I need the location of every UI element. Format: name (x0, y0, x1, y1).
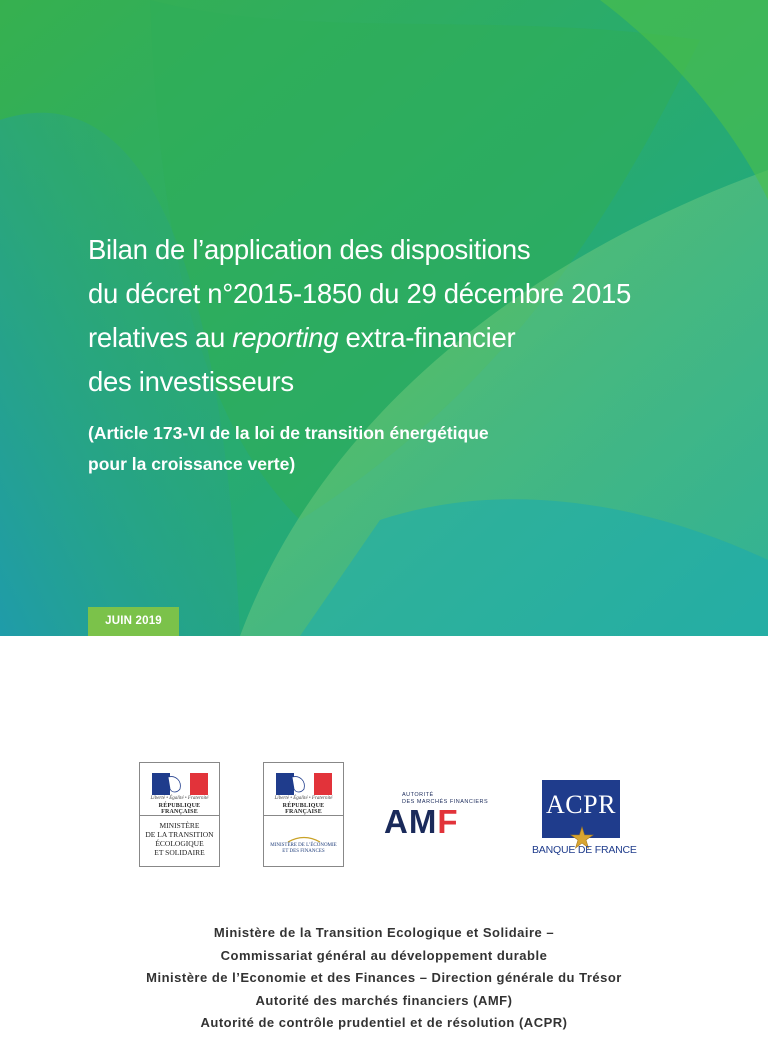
amf-fullname: AUTORITÉ DES MARCHÉS FINANCIERS (402, 792, 489, 805)
logo-ministere-transition-ecologique (139, 762, 220, 867)
republique-francaise-label: RÉPUBLIQUE FRANÇAISE (158, 803, 201, 815)
authors-list (0, 922, 768, 1035)
acpr-wordmark: ACPR (546, 790, 616, 819)
ministry-name: MINISTÈRE DE LA TRANSITION ÉCOLOGIQUE ET SOLIDAIRE (145, 821, 214, 857)
subtitle-line: pour la croissance verte) (88, 454, 296, 474)
logo-acpr (532, 778, 637, 870)
author-line: Ministère de l’Economie et des Finances – Direction générale du Trésor (146, 970, 622, 985)
logo-amf (384, 790, 494, 840)
ministry-name: MINISTÈRE DE L’ÉCONOMIE ET DES FINANCES (270, 843, 337, 854)
title-line (88, 316, 728, 360)
republique-motto: Liberté • Égalité • Fraternité (274, 796, 333, 801)
author-line: Commissariat général au développement durable (220, 947, 548, 963)
author-line: Autorité de contrôle prudentiel et de résolution (ACPR) (200, 1015, 568, 1030)
marianne-icon (276, 773, 332, 795)
title-segment: relatives au (88, 322, 233, 353)
title-line: du décret n°2015-1850 du 29 décembre 2015 (88, 278, 632, 309)
title-line: des investisseurs (88, 366, 294, 397)
document-title (88, 228, 728, 404)
author-line: Ministère de la Transition Ecologique et Solidaire – (213, 925, 555, 940)
subtitle-line: (Article 173-VI de la loi de transition énergétique (88, 423, 489, 443)
author-line: Autorité des marchés financiers (AMF) (255, 992, 513, 1008)
republique-francaise-label: RÉPUBLIQUE FRANÇAISE (282, 803, 325, 815)
amf-wordmark: AMF (384, 803, 459, 840)
title-segment: extra-financier (338, 322, 516, 353)
title-emphasis: reporting (232, 322, 339, 353)
marianne-icon (152, 773, 208, 795)
economie-arc-icon (286, 835, 322, 843)
logo-ministere-economie-finances (263, 762, 344, 867)
republique-motto: Liberté • Égalité • Fraternité (150, 796, 209, 801)
date-badge: JUIN 2019 (88, 607, 179, 636)
document-subtitle (88, 418, 489, 480)
banque-de-france-label: BANQUE DE FRANCE (532, 844, 637, 856)
title-line: Bilan de l’application des dispositions (88, 234, 531, 265)
